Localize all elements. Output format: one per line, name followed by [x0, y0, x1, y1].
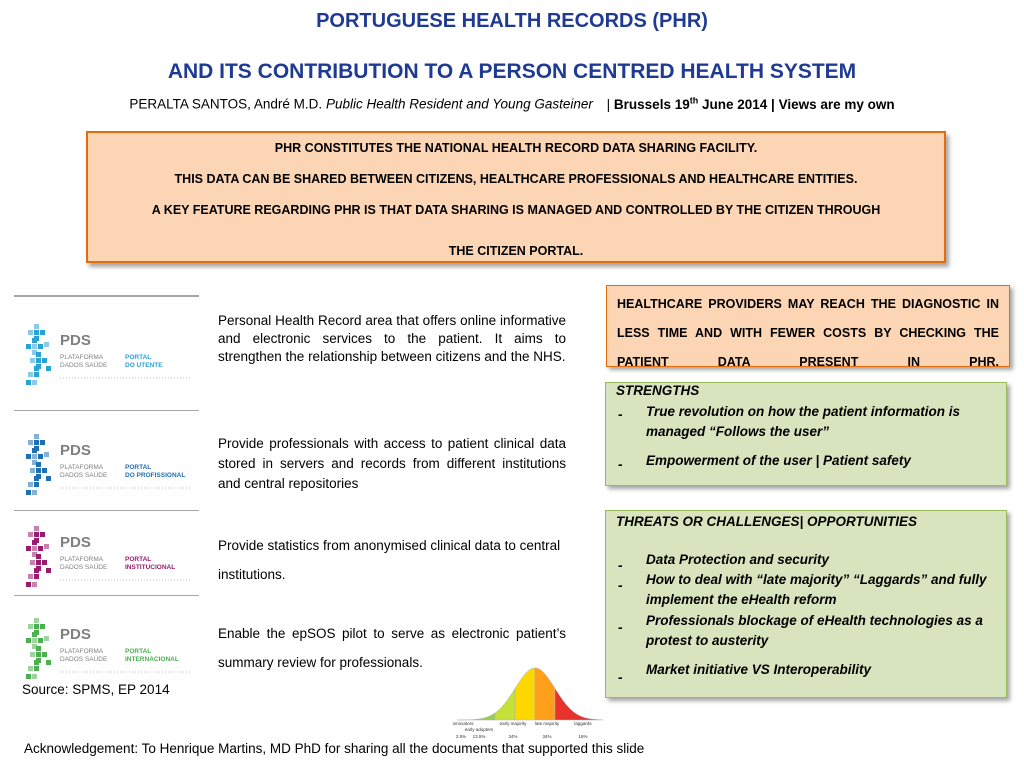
- event-info: [614, 97, 895, 112]
- logo-line-2: DADOS SAÚDE: [60, 472, 108, 479]
- pds-mark-icon: [26, 618, 51, 679]
- logo-dot: [32, 638, 37, 643]
- portal-utente-description: Personal Health Record area that offers online informative and electronic services to the patient. It aims to strengthen the relationship between citizens and the NHS.: [218, 313, 566, 364]
- strength-item: Empowerment of the user | Patient safety: [646, 453, 911, 468]
- portal-name-1: PORTAL: [125, 556, 152, 563]
- curve-percent: 2.5%: [455, 734, 467, 739]
- portal-name-2: INTERNACIONAL: [125, 656, 179, 663]
- curve-label: innovators: [452, 721, 474, 726]
- logo-dot: [28, 372, 33, 377]
- portal-internacional-description: Enable the epSOS pilot to serve as electronic patient’s summary review for professionals.: [218, 626, 566, 670]
- logo-dot: [34, 624, 39, 629]
- logo-line-1: PLATAFORMA: [60, 464, 104, 471]
- logo-dot: [34, 372, 39, 377]
- logo-line-1: PLATAFORMA: [60, 648, 104, 655]
- logo-dot: [36, 560, 41, 565]
- logo-dot: [36, 646, 41, 651]
- logo-line-2: DADOS SAÚDE: [60, 564, 108, 571]
- logo-dot: [34, 330, 39, 335]
- key-message-box: [86, 131, 946, 263]
- threat-item: Professionals blockage of eHealth technologies as a protest to austerity: [646, 613, 983, 648]
- portal-name-1: PORTAL: [125, 354, 152, 361]
- curve-label: late majority: [534, 721, 560, 726]
- curve-label: early majority: [499, 721, 527, 726]
- logo-dot: [40, 624, 45, 629]
- logo-dot: [34, 366, 39, 371]
- logo-dot: [32, 582, 37, 587]
- logo-dot: [34, 532, 39, 537]
- portal-name-2: DO UTENTE: [125, 362, 163, 369]
- logo-dot: [32, 546, 37, 551]
- logo-dot: [32, 632, 37, 637]
- logo-dot: [36, 468, 41, 473]
- curve-label: early adopters: [464, 727, 494, 732]
- logo-dot: [34, 574, 39, 579]
- threats-heading: THREATS OR CHALLENGES| OPPORTUNITIES: [616, 514, 918, 529]
- logo-dot: [36, 358, 41, 363]
- bullet-dash: -: [618, 578, 623, 593]
- logo-dot: [30, 652, 35, 657]
- logo-dot: [34, 568, 39, 573]
- bullet-dash: -: [618, 558, 623, 573]
- portal-name-1: PORTAL: [125, 648, 152, 655]
- logo-pds-text: PDS: [60, 442, 91, 459]
- source-note: Source: SPMS, EP 2014: [22, 682, 170, 697]
- logo-dot: [26, 582, 31, 587]
- pds-mark-icon: [26, 434, 51, 495]
- bullet-dash: -: [618, 670, 623, 685]
- logo-dot: [34, 660, 39, 665]
- pds-mark-icon: [26, 324, 51, 385]
- logo-dot: [40, 440, 45, 445]
- logo-dot: [42, 560, 47, 565]
- curve-segment-early-adopters: [495, 688, 515, 720]
- logo-dot: [32, 674, 37, 679]
- logo-dot: [38, 638, 43, 643]
- logo-dot: [40, 532, 45, 537]
- logo-dot: [44, 636, 49, 641]
- logo-dot: [28, 574, 33, 579]
- logo-dot: [42, 358, 47, 363]
- logo-dot: [28, 440, 33, 445]
- title-line-1: PORTUGUESE HEALTH RECORDS (PHR): [316, 10, 708, 32]
- pds-mark-icon: [26, 526, 51, 587]
- portal-institucional-description: Provide statistics from anonymised clinical data to central institutions.: [218, 538, 561, 582]
- curve-segment-innovators: [457, 713, 495, 720]
- strength-item: True revolution on how the patient information is managed “Follows the user”: [646, 404, 961, 439]
- logo-dot: [28, 666, 33, 671]
- logo-dot: [30, 468, 35, 473]
- logo-dot: [28, 482, 33, 487]
- logo-dot: [32, 380, 37, 385]
- logo-dot: [26, 490, 31, 495]
- divider: [14, 410, 199, 411]
- threat-item: Data Protection and security: [646, 552, 830, 567]
- logo-pds-text: PDS: [60, 534, 91, 551]
- logo-dot: [46, 660, 51, 665]
- curve-percent: 16%: [578, 734, 588, 739]
- threat-item: Market initiative VS Interoperability: [646, 662, 872, 677]
- logo-dot: [36, 462, 41, 467]
- divider: [14, 510, 199, 511]
- logo-dot: [34, 482, 39, 487]
- logo-dot: [26, 674, 31, 679]
- logo-pds-text: PDS: [60, 332, 91, 349]
- curve-percent: 13.5%: [472, 734, 486, 739]
- author-role: Public Health Resident and Young Gasteiner: [325, 96, 593, 112]
- logo-dot: [34, 526, 39, 531]
- logo-dot: [44, 544, 49, 549]
- curve-percent: 34%: [508, 734, 518, 739]
- logo-dot: [34, 618, 39, 623]
- bullet-dash: -: [618, 407, 623, 422]
- portal-name-2: DO PROFISSIONAL: [125, 472, 186, 479]
- curve-percent: 34%: [542, 734, 552, 739]
- logo-dot: [26, 454, 31, 459]
- logo-dot: [26, 344, 31, 349]
- threat-item: How to deal with “late majority” “Laggards” and fully implement the eHealth reform: [646, 572, 987, 607]
- key-line-2: THIS DATA CAN BE SHARED BETWEEN CITIZENS, HEALTHCARE PROFESSIONALS AND HEALTHCARE ENTITIES.: [174, 172, 858, 186]
- threats-box: [605, 510, 1007, 698]
- logo-dot: [26, 546, 31, 551]
- logo-dot: [40, 330, 45, 335]
- logo-line-2: DADOS SAÚDE: [60, 656, 108, 663]
- logo-dot: [38, 344, 43, 349]
- adoption-curve-diagram: [452, 662, 605, 744]
- logo-dot: [38, 454, 43, 459]
- byline-separator: |: [606, 96, 611, 112]
- portal-internacional-logo: [20, 612, 195, 682]
- byline: [0, 95, 1024, 112]
- logo-dot: [32, 448, 37, 453]
- event-date: Brussels 19: [613, 96, 690, 112]
- logo-dot: [26, 638, 31, 643]
- bullet-dash: -: [618, 620, 623, 635]
- logo-line-2: DADOS SAÚDE: [60, 362, 108, 369]
- logo-dot: [34, 324, 39, 329]
- title-line-2: AND ITS CONTRIBUTION TO A PERSON CENTRED HEALTH SYSTEM: [167, 60, 857, 83]
- diagnostic-box: HEALTHCARE PROVIDERS MAY REACH THE DIAGNOSTIC IN LESS TIME AND WITH FEWER COSTS BY CHECKING THE PATIENT DATA PRESENT IN PHR.: [606, 285, 1010, 367]
- portal-name-2: INSTITUCIONAL: [125, 564, 176, 571]
- logo-dot: [30, 358, 35, 363]
- logo-dot: [38, 546, 43, 551]
- logo-dot: [32, 490, 37, 495]
- logo-dot: [34, 476, 39, 481]
- logo-dot: [30, 560, 35, 565]
- logo-dot: [44, 342, 49, 347]
- key-line-4: THE CITIZEN PORTAL.: [448, 244, 584, 258]
- event-date-sup: th: [689, 95, 699, 105]
- logo-dot: [36, 652, 41, 657]
- logo-dot: [36, 554, 41, 559]
- logo-dot: [32, 338, 37, 343]
- bullet-dash: -: [618, 457, 623, 472]
- curve-segment-laggards: [555, 688, 603, 720]
- curve-segment-late-majority: [535, 668, 555, 720]
- curve-segment-early-majority: [515, 668, 535, 720]
- logo-dot: [44, 452, 49, 457]
- logo-dot: [42, 468, 47, 473]
- logo-dot: [46, 568, 51, 573]
- event-suffix: June 2014 | Views are my own: [702, 96, 895, 112]
- divider: [14, 295, 199, 297]
- key-line-3: A KEY FEATURE REGARDING PHR IS THAT DATA SHARING IS MANAGED AND CONTROLLED BY THE CITIZEN THROUGH: [151, 203, 881, 217]
- author: PERALTA SANTOS, André M.D.: [129, 96, 323, 112]
- logo-dot: [34, 434, 39, 439]
- logo-dot: [34, 666, 39, 671]
- logo-dot: [32, 454, 37, 459]
- logo-dot: [46, 366, 51, 371]
- key-line-1: PHR CONSTITUTES THE NATIONAL HEALTH RECORD DATA SHARING FACILITY.: [274, 141, 758, 155]
- portal-institucional-logo: [20, 520, 195, 590]
- logo-dot: [26, 380, 31, 385]
- logo-dot: [46, 476, 51, 481]
- logo-dot: [42, 652, 47, 657]
- logo-dot: [28, 532, 33, 537]
- portal-utente-logo: [20, 318, 195, 388]
- logo-dot: [36, 352, 41, 357]
- logo-dot: [32, 540, 37, 545]
- portal-profissional-logo: [20, 428, 195, 498]
- logo-pds-text: PDS: [60, 626, 91, 643]
- acknowledgement: Acknowledgement: To Henrique Martins, MD PhD for sharing all the documents that supported this slide: [24, 741, 645, 756]
- strengths-heading: STRENGTHS: [616, 383, 700, 398]
- strengths-box: [605, 382, 1007, 486]
- portal-profissional-description: Provide professionals with access to patient clinical data stored in servers and records from different institutions and central repositories: [218, 436, 566, 491]
- divider: [14, 595, 199, 596]
- portal-name-1: PORTAL: [125, 464, 152, 471]
- curve-label: laggards: [574, 721, 592, 726]
- logo-line-1: PLATAFORMA: [60, 354, 104, 361]
- logo-dot: [34, 440, 39, 445]
- logo-dot: [28, 330, 33, 335]
- logo-line-1: PLATAFORMA: [60, 556, 104, 563]
- logo-dot: [28, 624, 33, 629]
- logo-dot: [32, 344, 37, 349]
